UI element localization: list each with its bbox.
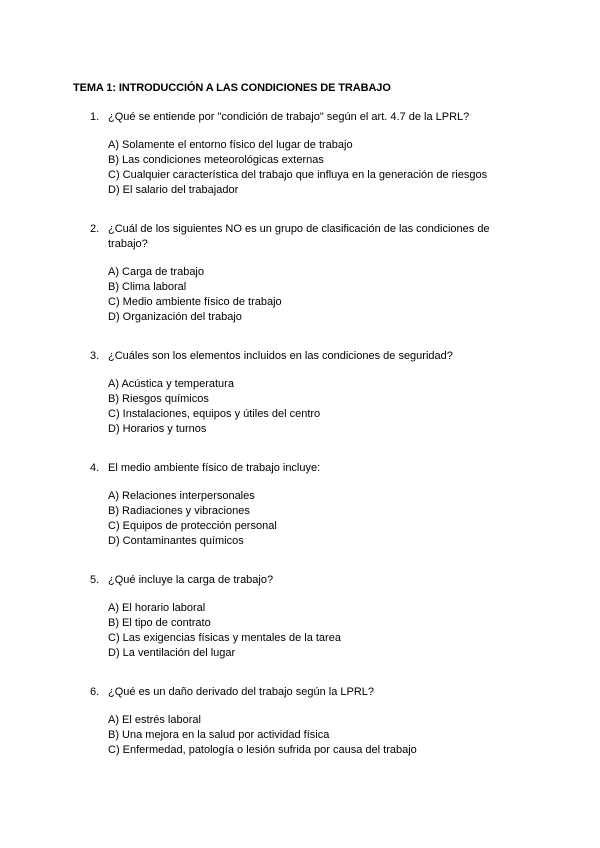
option-c: C) Instalaciones, equipos y útiles del centro xyxy=(108,408,321,420)
question-text: ¿Qué incluye la carga de trabajo? xyxy=(108,574,274,586)
question-number: 6. xyxy=(90,686,100,698)
question-number: 4. xyxy=(90,462,100,474)
question-text: ¿Qué es un daño derivado del trabajo según la LPRL? xyxy=(108,686,375,698)
question-4 xyxy=(90,461,510,549)
option-a: A) Acústica y temperatura xyxy=(108,378,234,390)
question-text: ¿Qué se entiende por "condición de trabajo" según el art. 4.7 de la LPRL? xyxy=(108,111,470,123)
option-d: D) Organización del trabajo xyxy=(108,311,242,323)
option-c: C) Cualquier característica del trabajo que influya en la generación de riesgos xyxy=(108,169,488,181)
question-text: ¿Cuáles son los elementos incluidos en las condiciones de seguridad? xyxy=(108,350,453,362)
options-list xyxy=(108,377,510,437)
option-a: A) Relaciones interpersonales xyxy=(108,490,255,502)
option-a: A) Solamente el entorno físico del lugar de trabajo xyxy=(108,139,353,151)
question-6 xyxy=(90,685,510,758)
option-d: D) Horarios y turnos xyxy=(108,423,207,435)
options-list xyxy=(108,265,510,325)
question-text: ¿Cuál de los siguientes NO es un grupo de clasificación de las condiciones de trabajo? xyxy=(108,223,490,250)
question-2 xyxy=(90,222,510,325)
option-d: D) El salario del trabajador xyxy=(108,184,239,196)
option-b: B) Riesgos químicos xyxy=(108,393,209,405)
options-list xyxy=(108,601,510,661)
question-number: 5. xyxy=(90,574,100,586)
option-b: B) Una mejora en la salud por actividad física xyxy=(108,729,330,741)
options-list xyxy=(108,138,510,198)
page-title: TEMA 1: INTRODUCCIÓN A LAS CONDICIONES DE TRABAJO xyxy=(73,82,391,94)
options-list xyxy=(108,713,510,758)
option-c: C) Medio ambiente físico de trabajo xyxy=(108,296,282,308)
option-d: D) La ventilación del lugar xyxy=(108,647,236,659)
option-b: B) Radiaciones y vibraciones xyxy=(108,505,250,517)
options-list xyxy=(108,489,510,549)
question-number: 1. xyxy=(90,111,100,123)
question-number: 3. xyxy=(90,350,100,362)
option-c: C) Las exigencias físicas y mentales de la tarea xyxy=(108,632,341,644)
question-3 xyxy=(90,349,510,437)
option-c: C) Equipos de protección personal xyxy=(108,520,277,532)
option-a: A) El estrés laboral xyxy=(108,714,201,726)
option-a: A) El horario laboral xyxy=(108,602,206,614)
option-d: D) Contaminantes químicos xyxy=(108,535,244,547)
option-a: A) Carga de trabajo xyxy=(108,266,204,278)
question-5 xyxy=(90,573,510,661)
question-number: 2. xyxy=(90,223,100,235)
question-1 xyxy=(90,110,510,198)
question-text: El medio ambiente físico de trabajo incluye: xyxy=(108,462,321,474)
option-b: B) Clima laboral xyxy=(108,281,187,293)
option-c: C) Enfermedad, patología o lesión sufrida por causa del trabajo xyxy=(108,744,417,756)
option-b: B) Las condiciones meteorológicas externas xyxy=(108,154,324,166)
option-b: B) El tipo de contrato xyxy=(108,617,211,629)
